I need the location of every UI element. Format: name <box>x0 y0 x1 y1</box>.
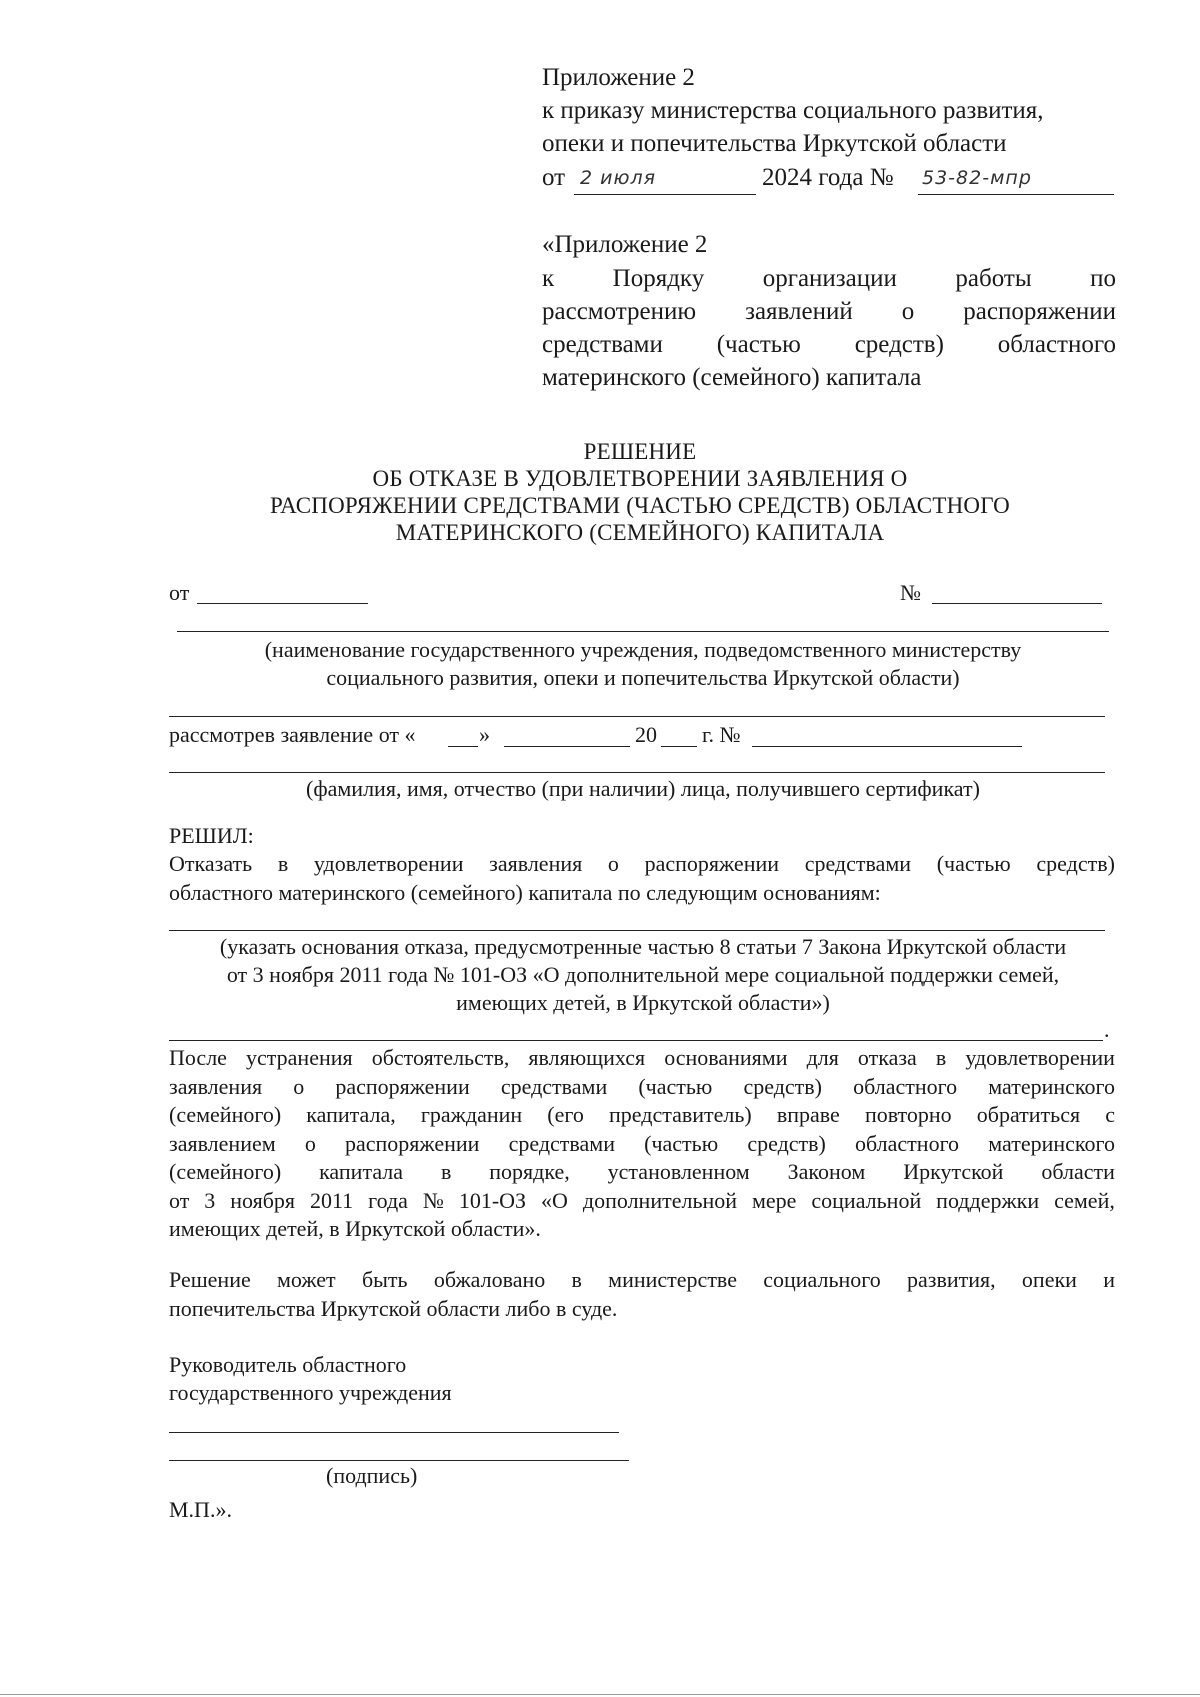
refusal-line1: Отказать в удовлетворении заявления о распоряжении средствами (частью средств) <box>169 851 1115 876</box>
grounds-hint-line3: имеющих детей, в Иркутской области») <box>456 990 830 1015</box>
annex-title: «Приложение 2 <box>542 231 708 258</box>
order-date-handwritten: 2 июля <box>580 167 657 189</box>
order-date-underline <box>574 194 756 195</box>
grounds-dot: . <box>1104 1017 1110 1042</box>
refusal-line2: областного материнского (семейного) капитала по следующим основаниям: <box>169 879 881 905</box>
refusal-paragraph <box>169 850 1115 907</box>
annex-reference <box>542 262 1116 394</box>
reviewed-year-label: 20 <box>635 722 657 747</box>
signature-field[interactable] <box>169 1460 629 1461</box>
grounds-hint-line2: от 3 ноября 2011 года № 101-ОЗ «О дополнительной мере социальной поддержки семей, <box>226 962 1060 987</box>
signature-hint: (подпись) <box>326 1463 418 1488</box>
order-number-underline <box>918 194 1114 195</box>
annex-line1: к Порядку организации работы по <box>542 265 1116 292</box>
grounds-hint-line1: (указать основания отказа, предусмотренные частью 8 статьи 7 Закона Иркутской области <box>219 934 1067 959</box>
order-number-handwritten: 53-82-мпр <box>922 167 1032 189</box>
decision-number-field[interactable] <box>932 603 1102 604</box>
reapply-line: После устранения обстоятельств, являющихся основаниями для отказа в удовлетворении <box>169 1045 1115 1070</box>
appeal-line: Решение может быть обжаловано в министерстве социального развития, опеки и <box>169 1267 1115 1292</box>
reapply-paragraph <box>169 1044 1115 1244</box>
reapply-line: от 3 ноября 2011 года № 101-ОЗ «О дополнительной мере социальной поддержки семей, <box>169 1187 1115 1213</box>
appendix-label: Приложение 2 <box>542 64 695 91</box>
reviewed-number-label: г. № <box>702 722 741 747</box>
annex-line3: средствами (частью средств) областного <box>542 331 1116 358</box>
decision-title-line4: МАТЕРИНСКОГО (СЕМЕЙНОГО) КАПИТАЛА <box>395 520 885 545</box>
reviewed-day-field[interactable] <box>448 746 478 747</box>
reviewed-year-field[interactable] <box>661 746 697 747</box>
institution-hint-line2: социального развития, опеки и попечительства Иркутской области) <box>326 665 960 690</box>
annex-line2: рассмотрению заявлений о распоряжении <box>542 298 1116 325</box>
decision-title: РЕШЕНИЕ <box>583 439 697 464</box>
order-reference-line2: опеки и попечительства Иркутской области <box>542 130 1007 157</box>
order-reference-line1: к приказу министерства социального развития, <box>542 97 1044 124</box>
person-hint: (фамилия, имя, отчество (при наличии) лица, получившего сертификат) <box>306 776 980 801</box>
reapply-line: (семейного) капитала, гражданин (его представитель) вправе повторно обратиться с <box>169 1102 1115 1127</box>
reapply-line: (семейного) капитала в порядке, установленном Законом Иркутской области <box>169 1159 1115 1184</box>
reviewed-label: рассмотрев заявление от « <box>169 722 416 747</box>
head-title-line2: государственного учреждения <box>169 1380 452 1405</box>
grounds-field[interactable] <box>169 930 1105 931</box>
head-title-line1: Руководитель областного <box>169 1352 407 1377</box>
appeal-line: попечительства Иркутской области либо в суде. <box>169 1295 618 1321</box>
reapply-line: заявления о распоряжении средствами (частью средств) областного материнского <box>169 1073 1115 1099</box>
order-date-prefix: от <box>542 164 566 191</box>
reapply-line: имеющих детей, в Иркутской области». <box>169 1216 541 1241</box>
institution-hint-line1: (наименование государственного учреждения, подведомственного министерству <box>264 637 1022 662</box>
scan-edge <box>0 1694 1200 1695</box>
reviewed-month-field[interactable] <box>504 746 630 747</box>
reviewed-quote-close: » <box>479 722 490 747</box>
reapply-line: заявлением о распоряжении средствами (частью средств) областного материнского <box>169 1130 1115 1156</box>
grounds-field-extra[interactable] <box>169 1040 1103 1041</box>
institution-name-field[interactable] <box>177 631 1109 632</box>
decision-date-label: от <box>169 580 190 605</box>
institution-name-field-extra[interactable] <box>169 716 1105 717</box>
seal-label: М.П.». <box>169 1497 232 1522</box>
decision-date-field[interactable] <box>197 603 368 604</box>
decision-title-line2: ОБ ОТКАЗЕ В УДОВЛЕТВОРЕНИИ ЗАЯВЛЕНИЯ О <box>372 466 908 491</box>
order-year-text: 2024 года № <box>762 164 894 191</box>
annex-line4: материнского (семейного) капитала <box>542 364 922 391</box>
decision-title-line3: РАСПОРЯЖЕНИИ СРЕДСТВАМИ (ЧАСТЬЮ СРЕДСТВ) ОБЛАСТНОГО <box>270 493 1010 518</box>
decision-number-label: № <box>900 580 921 605</box>
decided-label: РЕШИЛ: <box>169 823 254 848</box>
reviewed-number-field[interactable] <box>752 746 1022 747</box>
head-name-field[interactable] <box>169 1432 619 1433</box>
person-name-field[interactable] <box>169 772 1105 773</box>
appeal-paragraph <box>169 1266 1115 1323</box>
